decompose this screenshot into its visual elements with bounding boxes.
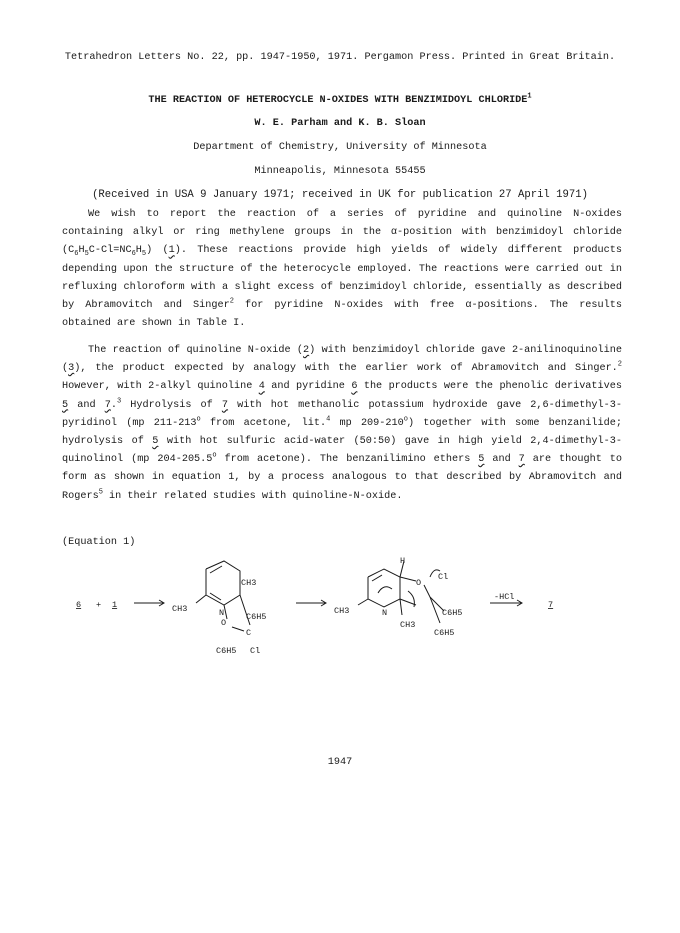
chlorine-label: Cl — [250, 646, 261, 656]
phenyl-label: C6H5 — [246, 612, 267, 622]
methyl-label: CH3 — [334, 606, 350, 616]
equation-label: (Equation 1) — [62, 537, 136, 548]
reaction-scheme — [0, 555, 680, 675]
carbon-label: C — [246, 628, 252, 638]
phenyl-label: C6H5 — [216, 646, 237, 656]
title-text: THE REACTION OF HETEROCYCLE N-OXIDES WITH BENZIMIDOYL CHLORIDE — [148, 95, 528, 106]
oxygen-label: O — [416, 578, 422, 588]
methyl-label: CH3 — [400, 620, 416, 630]
reactant-a-label: 6 — [76, 600, 82, 610]
department: Department of Chemistry, University of Minnesota — [193, 142, 487, 153]
structure-intermediate-2 — [358, 561, 444, 623]
reactant-b-label: 1 — [112, 600, 118, 610]
paper-title — [0, 92, 680, 106]
methyl-label: CH3 — [172, 604, 188, 614]
nitrogen-label: N — [219, 608, 225, 618]
received-dates: (Received in USA 9 January 1971; received in UK for publication 27 April 1971) — [92, 189, 588, 201]
paragraph-2: The reaction of quinoline N-oxide (2) with benzimidoyl chloride gave 2-anilinoquinoline (3), the product expected by analogy with the earlier work of Abramovitch and Singer.$^2$ However, with 2-alkyl quinoline 4 and pyridine 6 the products were the phenolic derivatives 5 and 7.$^3$ Hydrolysis of 7 with hot methanolic potassium hydroxide gave 2,6-dimethyl-3-pyridinol (mp 211-213$^o$ from acetone, lit.$^4$ mp 209-210$^o$) together with some benzanilide; hydrolysis of 5 with hot sulfuric acid-water (50:50) gave in high yield 2,4-dimethyl-3-quinolinol (mp 204-205.5$^o$ from acetone). The benzanilimino ethers 5 and 7 are thought to form as shown in equation 1, by a process analogous to that described by Abramovitch and Rogers$^5$ in their related studies with quinoline-N-oxide. — [62, 345, 623, 502]
journal-header: Tetrahedron Letters No. 22, pp. 1947-1950, 1971. Pergamon Press. Printed in Great Britain. — [64, 52, 616, 63]
page-number: 1947 — [327, 757, 353, 768]
methyl-label: CH3 — [241, 578, 257, 588]
title-ref: 1 — [527, 92, 532, 101]
compound-label: 1 — [168, 245, 175, 257]
reaction-arrow — [134, 600, 164, 606]
authors: W. E. Parham and K. B. Sloan — [254, 118, 426, 129]
phenyl-label: C6H5 — [442, 608, 463, 618]
oxygen-label: O — [221, 618, 227, 628]
hydrogen-label: H — [400, 556, 406, 566]
phenyl-label: C6H5 — [434, 628, 455, 638]
chlorine-label: Cl — [438, 572, 449, 582]
nitrogen-label: N — [382, 608, 388, 618]
reagent-label: -HCl — [494, 592, 515, 602]
plus-sign: + — [96, 600, 102, 610]
reaction-arrow — [296, 600, 326, 606]
ref-mark: 2 — [229, 297, 234, 306]
product-label: 7 — [548, 600, 554, 610]
city: Minneapolis, Minnesota 55455 — [254, 166, 426, 177]
paragraph-1: We wish to report the reaction of a series of pyridine and quinoline N-oxides containing alkyl or ring methylene groups in the α-position with benzimidoyl chloride $(C_6H_5C-Cl=NC_6H_5)$ (1). These reactions provide high yields of widely different products depending upon the structure of the heterocycle employed. The reactions were carried out in refluxing chloroform with a slight excess of benzimidoyl chloride, essentially as described by Abramovitch and Singer$^2$ for pyridine N-oxides with free α-positions. The results obtained are shown in Table I. — [62, 209, 622, 330]
